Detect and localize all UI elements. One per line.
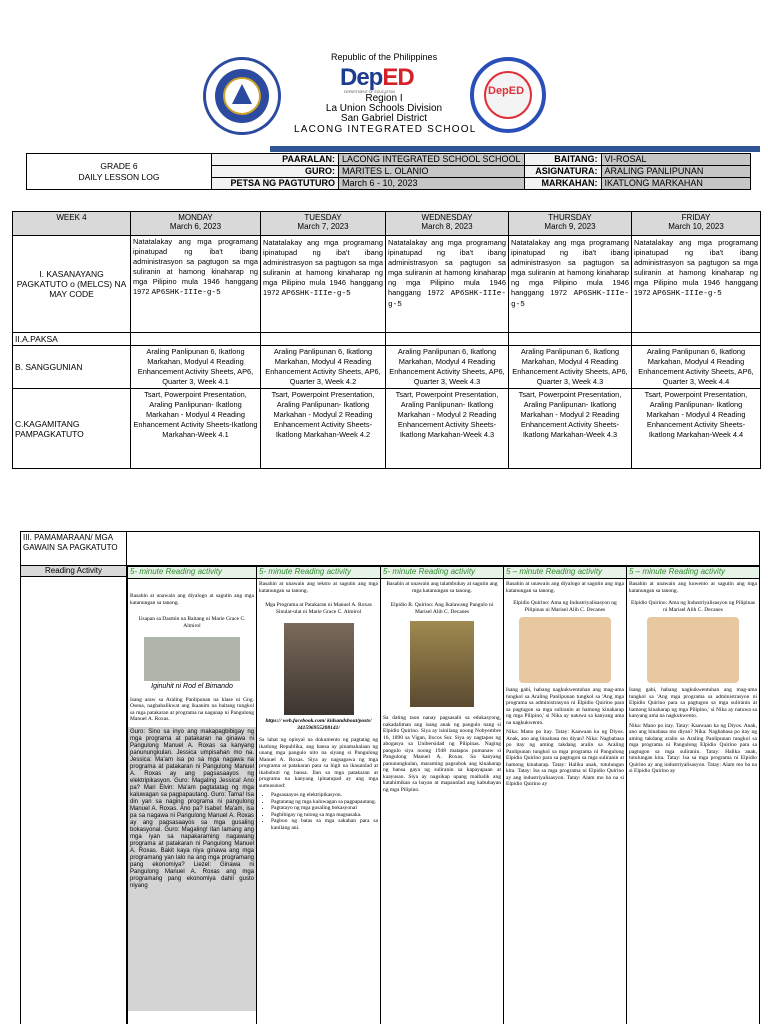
school-seal-icon: DepED [470, 57, 546, 133]
story-title: Mga Programa at Patakaran ni Manuel A. Roxas Sinulat-ulat ni Marie Grace C. Almirol [265, 602, 372, 615]
sanggunian-cell: Araling Panlipunan 6, Ikatlong Markahan, Modyul 4 Reading Enhancement Activity Sheets, AP6, Quarter 3, Week 4.3 [509, 346, 632, 389]
paksa-label: II.A.PAKSA [13, 333, 131, 346]
kagamitan-cell: Tsart, Powerpoint Presentation, Araling Panlipunan- Ikatlong Markahan - Modyul 2 Reading Enhancement Activity Sheets-Ikatlong Markahan-Week 4.3 [386, 389, 509, 469]
list-item: • Pagsasaayos ng elektripikasyon. [271, 792, 378, 799]
activity-title: 5- minute Reading activity [257, 566, 380, 579]
story-title: Usapan sa Dasmin na Baitang ni Marie Grace C. Almirol [138, 616, 246, 629]
melc-cell: Natatalakay ang mga programang ipinatupad ng iba't ibang administrasyon sa pagtugon sa mga suliranin at hamong kinaharap ng mga Pilipino mula 1946 hanggang 1972 AP6SHK-IIIe-g-5 [131, 236, 261, 333]
day-header: TUESDAY March 7, 2023 [261, 212, 386, 236]
activity-intro: Basahin at unawain ang teksto at sagutin ang mga katanungan sa tanong. [259, 581, 378, 594]
week-label: WEEK 4 [13, 212, 131, 236]
asignatura-value: ARALING PANLIPUNAN [601, 166, 750, 178]
asignatura-label: ASIGNATURA: [524, 166, 601, 178]
kagamitan-cell: Tsart, Powerpoint Presentation, Araling Panlipunan- Ikatlong Markahan - Modyul 2 Reading Enhancement Activity Sheets-Ikatlong Markahan-Week 4.3 [509, 389, 632, 469]
day-header: THURSDAY March 9, 2023 [509, 212, 632, 236]
division-text: La Union Schools Division [325, 103, 443, 114]
story-paragraph: Isang gabi, habang nagkukwentuhan ang mag-ama tungkol sa Araling Panlipunan tungkol sa 'Ang mga programa sa administrasyon ni Elpidio Quirino para sa pagtugon sa mga suliranin at hamong kinaharap ng mga Pilipino,' si Nika ay natuwa sa kanyang ama na nagkukwento. [506, 687, 624, 726]
petsa-value: March 6 - 10, 2023 [339, 178, 525, 190]
wednesday-activity [380, 566, 503, 1024]
melc-cell: Natatalakay ang mga programang ipinatupad ng iba't ibang administrasyon sa pagtugon sa mga suliranin at hamong kinaharap ng mga Pilipino mula 1946 hanggang 1972 AP6SHK-IIIe-g-5 [632, 236, 761, 333]
list-item: • Pagtatatag ng mga kaluwagan sa pagpapautang. [271, 799, 378, 806]
melc-cell: Natatalakay ang mga programang ipinatupad ng iba't ibang administrasyon sa pagtugon sa mga suliranin at hamong kinaharap ng mga Pilipino mula 1946 hanggang 1972 AP6SHK-IIIe-g-5 [386, 236, 509, 333]
week-table [12, 211, 761, 469]
programs-list [271, 792, 378, 831]
deped-logo-sub: DEPARTMENT OF EDUCATION [344, 90, 395, 94]
markahan-value: IKATLONG MARKAHAN [601, 178, 750, 190]
markahan-label: MARKAHAN: [524, 178, 601, 190]
sanggunian-cell: Araling Panlipunan 6, Ikatlong Markahan, Modyul 4 Reading Enhancement Activity Sheets, AP6, Quarter 3, Week 4.4 [632, 346, 761, 389]
image-caption: Iginuhit ni Rod el Bimando [151, 683, 233, 690]
quirino-portrait-image [410, 621, 474, 707]
melc-cell: Natatalakay ang mga programang ipinatupad ng iba't ibang administrasyon sa pagtugon sa mga suliranin at hamong kinaharap ng mga Pilipino mula 1946 hanggang 1972 AP6SHK-IIIe-g-5 [261, 236, 386, 333]
day-header: FRIDAY March 10, 2023 [632, 212, 761, 236]
day-header: WEDNESDAY March 8, 2023 [386, 212, 509, 236]
activity-intro: Basahin at unawain ang diyalogo at sagutin ang mga katanungan sa tanong. [506, 581, 624, 594]
tuesday-activity [256, 566, 380, 1024]
melc-label: I. KASANAYANG PAGKATUTO o (MELCS) NA MAY CODE [13, 236, 131, 333]
friday-activity [626, 566, 760, 1024]
kagamitan-cell: Tsart, Powerpoint Presentation, Araling Panlipunan- Ikatlong Markahan - Modyul 2 Reading Enhancement Activity Sheets-Ikatlong Markahan-Week 4.2 [261, 389, 386, 469]
document-header [0, 0, 768, 150]
activity-title: 5 – minute Reading activity [627, 566, 759, 579]
deped-seal-icon [203, 57, 281, 135]
melc-cell: Natatalakay ang mga programang ipinatupad ng iba't ibang administrasyon sa pagtugon sa mga suliranin at hamong kinaharap ng mga Pilipino mula 1946 hanggang 1972 AP6SHK-IIIe-g-5 [509, 236, 632, 333]
list-item: • Pagbibigay ng tulong sa mga magsasaka. [271, 812, 378, 819]
school-name: LACONG INTEGRATED SCHOOL [294, 124, 477, 135]
left-column [20, 577, 127, 1024]
reading-activities [127, 531, 760, 1024]
dialog-text: Guro: Sino sa inyo ang makapagbibigay ng mga programa at patakaran na ginawa ni Pangulong Manuel A. Roxas sa kanyang panunungkulan. Jessica umpisahan mo na. Jessica: Ma'am isa po sa mga nagawa na programa at patakaran ni Pangulong Manuel A. Roxas ay ang pagsasaayos ng elektripikasyon. Guro: Magaling Jessica! Ano pa? Mari Elvin: Ma'am pagtatatag ng mga kaluwagan sa pagpapautang. Guro: Tama! Isa din yan sa naging programa ni pangulong Manuel A. Roxas. Ano pa? Isabel: Ma'am, isa pa sa nagawa ni Pangulong Manuel A. Roxas ay ang pagsasaayos sa mga gusaling bokasyonal. Guro: Magaling! Ilan lamang ang mga iyan sa napakaraming nagawang programa at patakaran ni Pangulong Manuel A. Roxas. Bakit kaya niya ginawa ang mga programang yan lalo na ang mga programang pang ekonomiya? Liezel: Ginawa ni Pangulong Manuel A. Roxas ang mga programang pang ekonomiya dahil gusto niyang [130, 728, 254, 889]
info-table [26, 153, 751, 190]
activity-title: 5- minute Reading activity [128, 566, 256, 579]
dialog-text: Nika: Mano po itay. Tatay: Kaawaan ka ng Diyos. Anak, ano ang binabasa mo diyan? Nika: Nagbabasa po itay ng aming takdang aralin sa Araling Panlipunan tungkol sa mga programa ni Pangulong Elpidio Quirino para sa pagtugon sa mga suliranin. Tatay: Halika anak, tutulungan kita. Tatay: Isa sa mga programa ni Elpidio Quirino ay ang industriyalisasyon. Tatay: Alam mo ba na si Elpidio Quirino ay [629, 722, 757, 774]
day-header: MONDAY March 6, 2023 [131, 212, 261, 236]
region-text: Region I [365, 93, 403, 104]
baitang-label: BAITANG: [524, 154, 601, 166]
guro-value: MARITES L. OLANIO [339, 166, 525, 178]
grade-cell: GRADE 6 DAILY LESSON LOG [27, 154, 212, 190]
story-title: Elpidio Quirino: Ama ng Industriyalisasyon ng Pilipinas ni Marisel Alih C. Decanes [513, 600, 617, 613]
list-item: • Pagbuo ng batas sa mga sakahan para sa kanilang ani. [271, 818, 378, 831]
dialog-text: Nika: Mano po itay. Tatay: Kaawaan ka ng Diyos. Anak, ano ang binabasa mo diyan? Nika: Nagbabasa po itay ng aming takdang aralin sa Araling Panlipunan tungkol sa mga programa ni Pangulong Elpidio Quirino para sa pagtugon sa mga suliranin at hamong kinaharap. Tatay: Halika anak, tutulungan kita. Tatay: Isa sa mga programa ni Elpidio Quirino ay ang industriyalisasyon. Tatay: Alam mo ba na si Elpidio Quirino ay [506, 729, 624, 787]
classroom-image [144, 637, 240, 681]
story-paragraph: Sa dating taon nanay pagsasabi sa edukasyong, nakadaliman ang isang anak ng pangulo nang si Elpidio Quirino. Siya ay isinilang noong Nobyembre 16, 1890 sa Vigan, Ilocos Sur. Siya ay nagtapos ng abogasya sa Unibersidad ng Pilipinas. Naging pangulo siya noong 1948 matapos pumanaw si Pangulong Manuel A. Roxas. Sa kanyang panunungkulan, maraming pagsubok ang kinaharap ng bansa gaya ng suliranin sa kapayapaan at kaayusan. Siya ay nagsikap upang maibalik ang katahimikan sa bayan at mapaunlad ang kabuhayan ng mga Pilipino. [383, 715, 501, 793]
father-child-image [519, 617, 611, 683]
paaralan-value: LACONG INTEGRATED SCHOOL SCHOOL [339, 154, 525, 166]
thursday-activity [503, 566, 626, 1024]
kagamitan-label: C.KAGAMITANG PAMPAGKATUTO [13, 389, 131, 469]
sanggunian-cell: Araling Panlipunan 6, Ikatlong Markahan, Modyul 4 Reading Enhancement Activity Sheets, AP6, Quarter 3, Week 4.1 [131, 346, 261, 389]
monday-activity [127, 566, 256, 1024]
kagamitan-cell: Tsart, Powerpoint Presentation, Araling Panlipunan- Ikatlong Markahan - Modyul 4 Reading Enhancement Activity Sheets-Ikatlong Markahan-Week 4.4 [632, 389, 761, 469]
baitang-value: VI-ROSAL [601, 154, 750, 166]
activity-title: 5 – minute Reading activity [504, 566, 626, 579]
republic-text: Republic of the Philippines [331, 52, 438, 62]
story-title: Elpidio Quirino: Ama ng Industriyalisasyon ng Pilipinas ni Marisel Alih C. Decanes [630, 600, 756, 613]
petsa-label: PETSA NG PAGTUTURO [212, 178, 339, 190]
paaralan-label: PAARALAN: [212, 154, 339, 166]
activity-intro: Basahin at unawain ang diyalogo at sagutin ang mga katanungan sa tanong. [130, 593, 254, 606]
dialog-box [128, 727, 256, 1011]
story-paragraph: Sa lahat ng opisyal na dokumento ng pagtatag ng ikatlong Republika, ang bansa ay pinamahalaan ng unang mga pangulo nito na siyang si Pangulong Manuel A. Roxas. Siya ay nagsagawa ng mga programa at patakaran para sa higit na ikauunlad at ikabubuti ng bansa. Ilan sa mga patakaran at programa na kanyang ipinatupad ay ang mga sumusunod: [259, 737, 378, 789]
sanggunian-label: B. SANGGUNIAN [13, 346, 131, 389]
list-item: • Pagtatayo ng mga gusaling bokasyonal [271, 805, 378, 812]
district-text: San Gabriel District [340, 113, 428, 124]
header-banner [270, 146, 760, 152]
story-paragraph: Isang araw sa Araling Panlipunan na klase ni Gng. Osena, naghahalikwat ang ikaanim na baitang tungkol sa mga patakaran at programa na naganap ni Pangulong Manuel A. Roxas. [130, 696, 254, 722]
activity-intro: Basahin at unawain ang kuwento at sagutin ang mga katanungan sa tanong. [629, 581, 757, 594]
pamamaraan-label: III. PAMAMARAAN/ MGA GAWAIN SA PAGKATUTO [20, 531, 127, 566]
activity-title: 5- minute Reading activity [381, 566, 503, 579]
deped-logo: DepED [340, 64, 414, 91]
image-source-link[interactable]: https:// web.facebook.com/ kidsandsbout/posts/ 341596955208141/ [265, 718, 372, 731]
roxas-portrait-image [284, 623, 354, 715]
sanggunian-cell: Araling Panlipunan 6, Ikatlong Markahan, Modyul 4 Reading Enhancement Activity Sheets, AP6, Quarter 3, Week 4.3 [386, 346, 509, 389]
reading-activity-label: Reading Activity [20, 566, 127, 577]
kagamitan-cell: Tsart, Powerpoint Presentation, Araling Panlipunan- Ikatlong Markahan - Modyul 4 Reading Enhancement Activity Sheets-Ikatlong Markahan-Week 4.1 [131, 389, 261, 469]
story-title: Elpidio R. Quirino: Ang Ikalawang Pangulo ni Marisel Alih C. Decanes [390, 602, 494, 615]
activity-intro: Basahin at unawain ang talambuhay at sagutin ang mga katanungan sa tanong. [386, 581, 498, 594]
sanggunian-cell: Araling Panlipunan 6, Ikatlong Markahan, Modyul 4 Reading Enhancement Activity Sheets, AP6, Quarter 3, Week 4.2 [261, 346, 386, 389]
story-paragraph: Isang gabi, habang nagkukwentuhan ang mag-ama tungkol sa 'Ang mga programa sa administrasyon ni Elpidio Quirino para sa pagtugon sa mga suliranin at hamong kinaharap ng mga Pilipino,' si Nika ay natuwa sa kanyang ama na nagkukwento. [629, 687, 757, 719]
guro-label: GURO: [212, 166, 339, 178]
father-child-image [647, 617, 739, 683]
